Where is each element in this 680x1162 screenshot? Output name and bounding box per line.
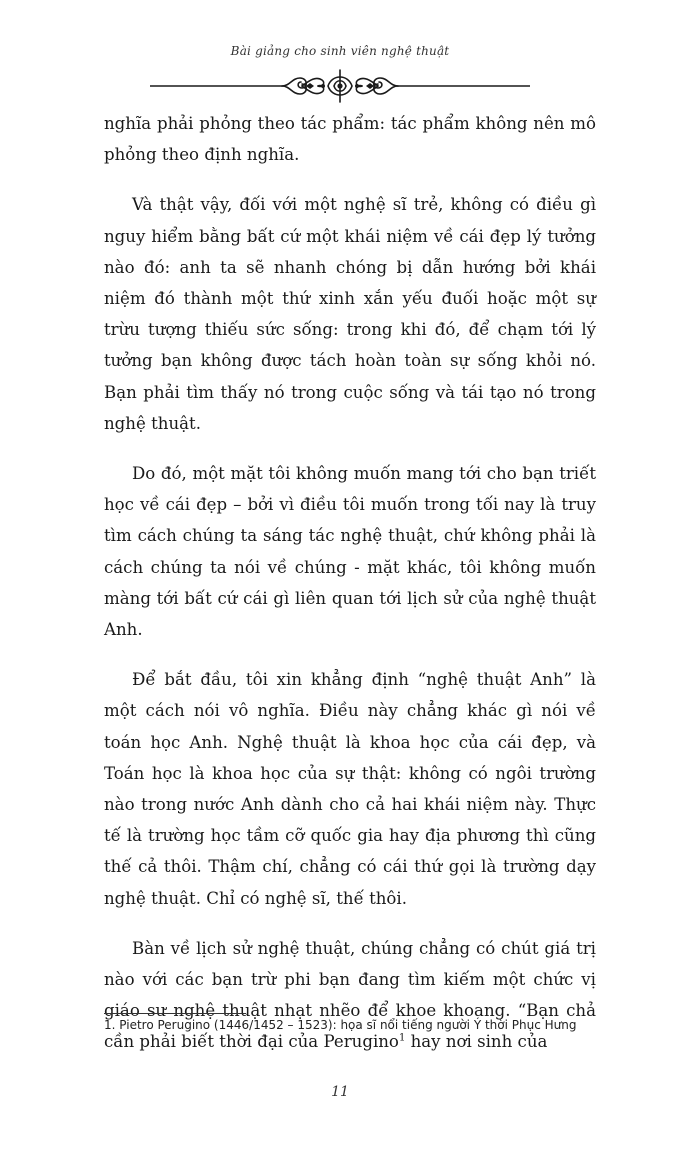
footnote-divider [104, 1013, 246, 1014]
footnote: 1. Pietro Perugino (1446/1452 – 1523): họa sĩ nổi tiếng người Ý thời Phục Hưng [104, 1018, 577, 1032]
scroll-flourish-divider-icon [150, 66, 530, 106]
paragraph-5-tail: hay nơi sinh của [405, 1032, 548, 1052]
paragraph-5 [104, 933, 596, 1058]
paragraph-4: Để bắt đầu, tôi xin khẳng định “nghệ thuật Anh” là một cách nói vô nghĩa. Điều này chẳng khác gì nói về toán học Anh. Nghệ thuật là khoa học của cái đẹp, và Toán học là khoa học của sự thật: không có ngôi trường nào trong nước Anh dành cho cả hai khái niệm này. Thực tế là trường học tầm cỡ quốc gia hay địa phương thì cũng thế cả thôi. Thậm chí, chẳng có cái thứ gọi là trường dạy nghệ thuật. Chỉ có nghệ sĩ, thế thôi. [104, 670, 596, 908]
footnote-reference[interactable]: 1 [398, 1032, 406, 1044]
running-header: Bài giảng cho sinh viên nghệ thuật [230, 44, 450, 58]
page-number: 11 [331, 1084, 349, 1100]
body-text [104, 108, 596, 1077]
paragraph-5-text: Bàn về lịch sử nghệ thuật, chúng chẳng có chút giá trị nào với các bạn trừ phi bạn đang tìm kiếm một chức vị giáo sư nghệ thuật nhạt nhẽo để khoe khoang. “Bạn chả cần phải biết thời đại của Perugino [104, 938, 596, 1052]
paragraph-2: Và thật vậy, đối với một nghệ sĩ trẻ, không có điều gì nguy hiểm bằng bất cứ một khái niệm về cái đẹp lý tưởng nào đó: anh ta sẽ nhanh chóng bị dẫn hướng bởi khái niệm đó thành một thứ xinh xắn yếu đuối hoặc một sự trừu tượng thiếu sức sống: trong khi đó, để chạm tới lý tưởng bạn không được tách hoàn toàn sự sống khỏi nó. Bạn phải tìm thấy nó trong cuộc sống và tái tạo nó trong nghệ thuật. [104, 195, 596, 433]
paragraph-1: nghĩa phải phỏng theo tác phẩm: tác phẩm không nên mô phỏng theo định nghĩa. [104, 114, 596, 165]
paragraph-3: Do đó, một mặt tôi không muốn mang tới cho bạn triết học về cái đẹp – bởi vì điều tôi muốn trong tối nay là truy tìm cách chúng ta sáng tác nghệ thuật, chứ không phải là cách chúng ta nói về chúng - mặt khác, tôi không muốn màng tới bất cứ cái gì liên quan tới lịch sử của nghệ thuật Anh. [104, 464, 596, 640]
